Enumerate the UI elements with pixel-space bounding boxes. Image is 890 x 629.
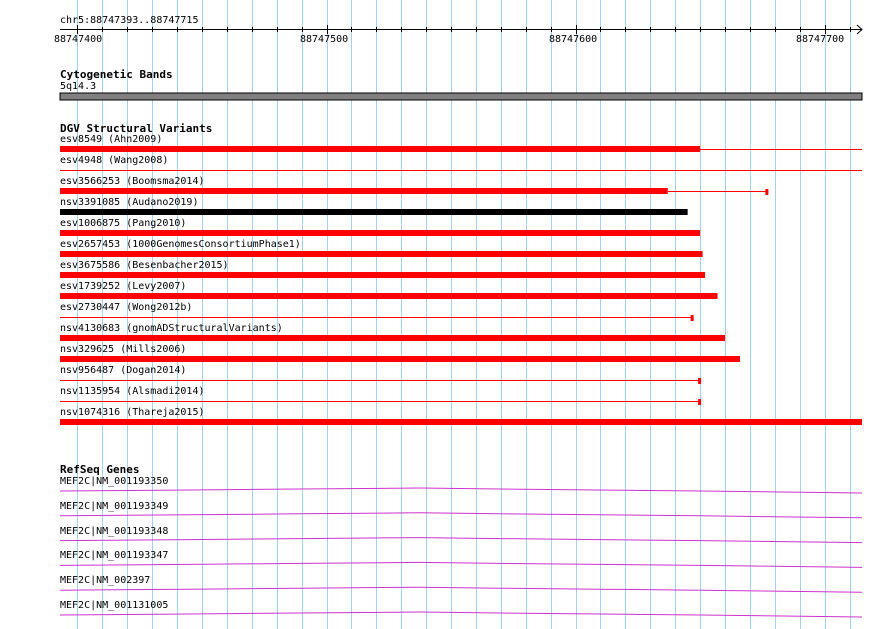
variant-label[interactable]: esv1006875 (Pang2010) (60, 218, 187, 229)
variant-bar (60, 419, 862, 425)
variant-end-marker (698, 378, 701, 384)
gene-intron-line (60, 538, 862, 543)
cytoband-bar (60, 93, 862, 100)
variant-end-marker (765, 189, 768, 195)
variant-bar (60, 272, 705, 278)
variant-bar (60, 188, 668, 194)
gene-label[interactable]: MEF2C|NM_001193349 (60, 501, 169, 512)
gene-intron-line (60, 562, 862, 567)
variant-label[interactable]: esv2657453 (1000GenomesConsortiumPhase1) (60, 239, 301, 250)
variant-bar (60, 146, 700, 152)
variant-label[interactable]: nsv956487 (Dogan2014) (60, 365, 187, 376)
cytoband-label[interactable]: 5q14.3 (60, 81, 97, 92)
tick-label-2: 88747500 (300, 34, 349, 45)
gene-intron-line (60, 587, 862, 592)
variant-label[interactable]: esv1739252 (Levy2007) (60, 281, 187, 292)
region-label: chr5:88747393..88747715 (60, 15, 199, 26)
variant-label[interactable]: esv4948 (Wang2008) (60, 155, 169, 166)
tick-label-3: 88747600 (549, 34, 598, 45)
gene-intron-line (60, 612, 862, 617)
refseq-track (60, 488, 862, 617)
gene-label[interactable]: MEF2C|NM_002397 (60, 575, 151, 586)
variant-bar (60, 356, 740, 362)
gene-label[interactable]: MEF2C|NM_001193350 (60, 476, 169, 487)
variant-bar (60, 293, 718, 299)
variant-end-marker (691, 315, 694, 321)
gene-label[interactable]: MEF2C|NM_001131005 (60, 600, 169, 611)
gene-label[interactable]: MEF2C|NM_001193348 (60, 526, 169, 537)
cytoband-track (60, 93, 862, 100)
variant-label[interactable]: esv3566253 (Boomsma2014) (60, 176, 205, 187)
tick-label-4: 88747700 (796, 34, 845, 45)
refseq-track-title: RefSeq Genes (60, 463, 140, 476)
variant-bar (60, 251, 703, 257)
tick-label-1: 88747400 (54, 34, 103, 45)
variant-label[interactable]: nsv4130683 (gnomADStructuralVariants) (60, 323, 283, 334)
variant-label[interactable]: esv3675586 (Besenbacher2015) (60, 260, 229, 271)
variant-label[interactable]: nsv1135954 (Alsmadi2014) (60, 386, 205, 397)
gene-intron-line (60, 513, 862, 518)
variant-bar (60, 230, 700, 236)
gene-label[interactable]: MEF2C|NM_001193347 (60, 550, 169, 561)
dgv-track-title: DGV Structural Variants (60, 122, 213, 135)
gene-intron-line (60, 488, 862, 493)
variant-bar (60, 335, 725, 341)
cytoband-track-title: Cytogenetic Bands (60, 68, 173, 81)
variant-label[interactable]: nsv1074316 (Thareja2015) (60, 407, 205, 418)
variant-label[interactable]: nsv3391085 (Audano2019) (60, 197, 199, 208)
variant-label[interactable]: esv8549 (Ahn2009) (60, 134, 163, 145)
variant-label[interactable]: esv2730447 (Wong2012b) (60, 302, 193, 313)
variant-end-marker (698, 399, 701, 405)
variant-label[interactable]: nsv329625 (Mills2006) (60, 344, 187, 355)
variant-bar (60, 209, 688, 215)
